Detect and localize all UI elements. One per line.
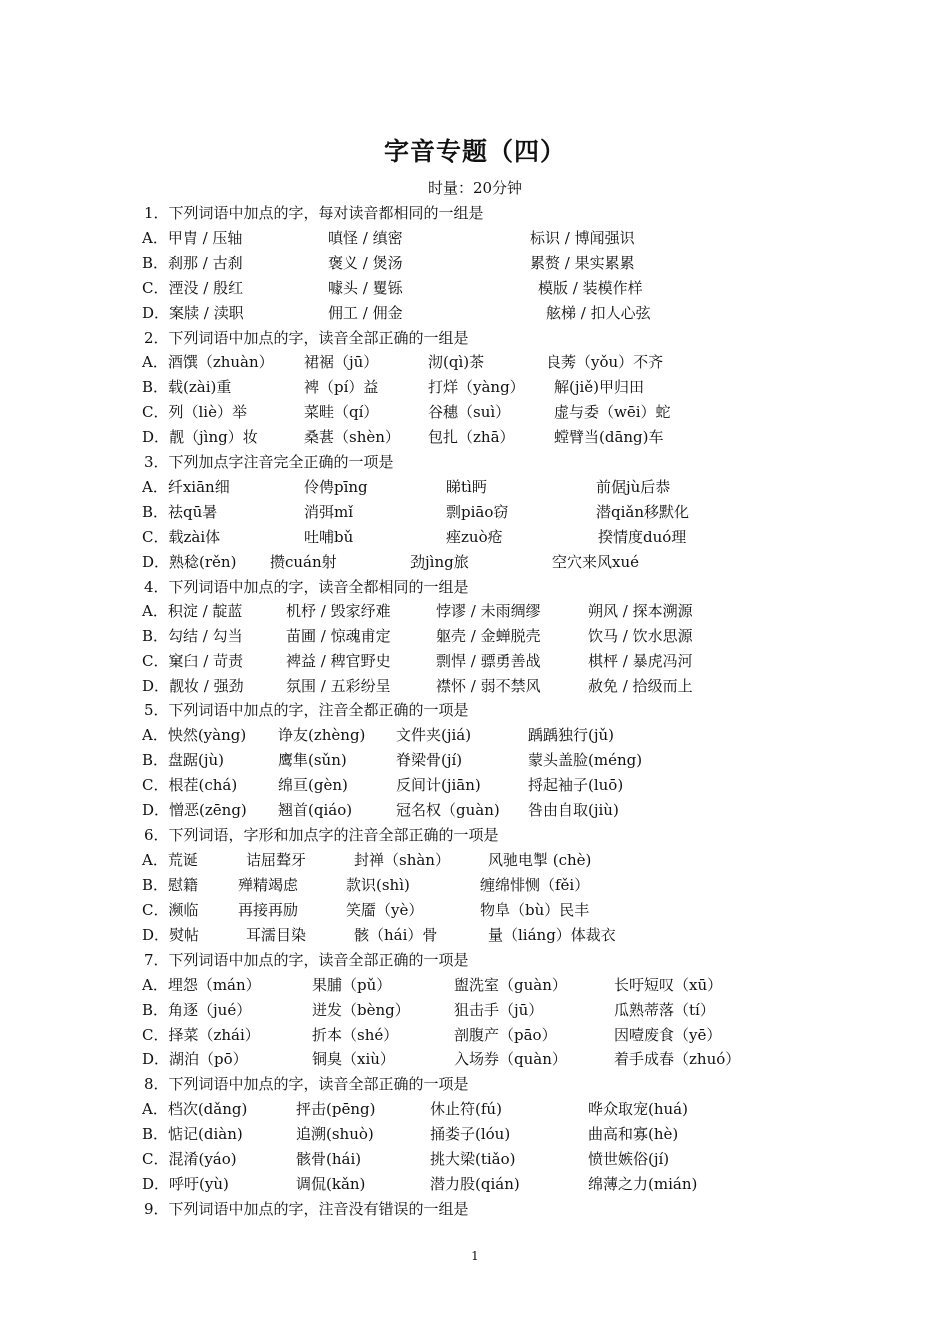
option-term: 桑葚（shèn）	[304, 428, 400, 446]
question-4-stem: 4．下列词语中加点的字，读音全都相同的一组是	[144, 578, 469, 596]
option-term: 舷梯 / 扣人心弦	[546, 304, 651, 322]
question-6-option-b	[142, 875, 862, 895]
question-7-option-c	[142, 1025, 862, 1045]
option-term: 空穴来风xué	[552, 553, 639, 571]
option-term: 包扎（zhā）	[428, 428, 515, 446]
option-term: 剖腹产（pāo）	[454, 1026, 557, 1044]
option-term: 风驰电掣 (chè)	[488, 851, 592, 869]
option-term: 剽悍 / 骠勇善战	[436, 652, 541, 670]
option-term: 标识 / 博闻强识	[530, 229, 635, 247]
question-2-option-d	[142, 427, 862, 447]
question-2-stem: 2．下列词语中加点的字，读音全部正确的一组是	[144, 329, 469, 347]
option-term: 绵亘(gèn)	[278, 776, 348, 794]
option-term: D．靓妆 / 强劲	[142, 677, 244, 695]
option-term: 伶俜pīng	[304, 478, 368, 496]
option-term: 苗圃 / 惊魂甫定	[286, 627, 391, 645]
option-term: 机杼 / 毁家纾难	[286, 602, 391, 620]
option-term: 捋起袖子(luō)	[528, 776, 624, 794]
option-term: A．档次(dǎng)	[142, 1100, 248, 1118]
question-6-option-c	[142, 900, 862, 920]
option-term: 裙裾（jū）	[304, 353, 379, 371]
question-1-option-a	[142, 228, 862, 248]
option-term: 再接再励	[238, 901, 299, 919]
option-term: 盥洗室（guàn）	[454, 976, 567, 994]
option-term: 襟怀 / 弱不禁风	[436, 677, 541, 695]
question-7-option-d	[142, 1049, 862, 1069]
option-term: 嗔怪 / 缜密	[328, 229, 403, 247]
option-term: 笑靥（yè）	[346, 901, 424, 919]
option-term: 翘首(qiáo)	[278, 801, 353, 819]
option-term: 调侃(kǎn)	[296, 1175, 366, 1193]
option-term: 吐哺bǔ	[304, 528, 354, 546]
question-5-option-c	[142, 775, 862, 795]
question-3-stem: 3．下列加点字注音完全正确的一项是	[144, 453, 394, 471]
option-term: 愤世嫉俗(jí)	[588, 1150, 670, 1168]
option-term: 脊梁骨(jí)	[396, 751, 463, 769]
option-term: A．埋怨（mán）	[142, 976, 261, 994]
question-8-option-c	[142, 1149, 862, 1169]
option-term: 氛围 / 五彩纷呈	[286, 677, 391, 695]
option-term: 裨（pí）益	[304, 378, 379, 396]
option-term: 耳濡目染	[246, 926, 307, 944]
question-9-stem: 9．下列词语中加点的字，注音没有错误的一组是	[144, 1200, 469, 1218]
option-term: B．慰籍	[142, 876, 199, 894]
option-term: A．酒馔（zhuàn）	[142, 353, 274, 371]
option-term: D．案牍 / 渎职	[142, 304, 244, 322]
question-8-stem: 8．下列词语中加点的字，读音全部正确的一项是	[144, 1075, 469, 1093]
option-term: 鹰隼(sǔn)	[278, 751, 347, 769]
question-3-option-c	[142, 527, 862, 547]
option-term: 冠名权（guàn)	[396, 801, 500, 819]
option-term: C．列（liè）举	[142, 403, 247, 421]
option-term: 潜力股(qián)	[430, 1175, 520, 1193]
question-6-stem: 6．下列词语，字形和加点字的注音全部正确的一项是	[144, 826, 499, 844]
option-term: 抨击(pēng)	[296, 1100, 376, 1118]
option-term: A．纤xiān细	[142, 478, 230, 496]
option-term: A．怏然(yàng)	[142, 726, 247, 744]
option-term: C．濒临	[142, 901, 199, 919]
question-1-option-b	[142, 253, 862, 273]
option-term: 裨益 / 稗官野史	[286, 652, 391, 670]
option-term: A．甲胄 / 压轴	[142, 229, 243, 247]
option-term: 良莠（yǒu）不齐	[546, 353, 664, 371]
option-term: 诤友(zhèng)	[278, 726, 366, 744]
option-term: C．择菜（zhái）	[142, 1026, 260, 1044]
option-term: 褒义 / 煲汤	[328, 254, 403, 272]
option-term: 打烊（yàng）	[428, 378, 525, 396]
option-term: 菜畦（qí）	[304, 403, 379, 421]
question-5-option-a	[142, 725, 862, 745]
question-7-option-b	[142, 1000, 862, 1020]
option-term: D．靓（jìng）妆	[142, 428, 258, 446]
option-term: 哗众取宠(huá)	[588, 1100, 688, 1118]
page-title: 字音专题（四）	[383, 137, 566, 166]
option-term: 缠绵悱恻（fěi）	[480, 876, 590, 894]
option-term: 朔风 / 探本溯源	[588, 602, 693, 620]
question-6-option-d	[142, 925, 862, 945]
question-7-option-a	[142, 975, 862, 995]
option-term: B．惦记(diàn)	[142, 1125, 243, 1143]
question-4-option-c	[142, 651, 862, 671]
question-8-option-b	[142, 1124, 862, 1144]
question-5-option-d	[142, 800, 862, 820]
question-6-option-a	[142, 850, 862, 870]
option-term: 躯壳 / 金蝉脱壳	[436, 627, 541, 645]
question-7-stem: 7．下列词语中加点的字，读音全部正确的一项是	[144, 951, 469, 969]
question-8-option-a	[142, 1099, 862, 1119]
question-5-option-b	[142, 750, 862, 770]
option-term: 因噎废食（yē）	[614, 1026, 722, 1044]
question-2-option-c	[142, 402, 862, 422]
option-term: D．呼吁(yù)	[142, 1175, 229, 1193]
question-4-option-d	[142, 676, 862, 696]
option-term: C．根茬(chá)	[142, 776, 238, 794]
option-term: D．熨帖	[142, 926, 200, 944]
option-term: 蒙头盖脸(méng)	[528, 751, 643, 769]
option-term: 殚精竭虑	[238, 876, 299, 894]
question-3-option-b	[142, 502, 862, 522]
option-term: A．荒诞	[142, 851, 198, 869]
option-term: 折本（shé）	[312, 1026, 399, 1044]
option-term: C．载zài体	[142, 528, 221, 546]
option-term: 螳臂当(dāng)车	[554, 428, 664, 446]
option-term: 剽piāo窃	[446, 503, 509, 521]
option-term: 模版 / 装模作样	[538, 279, 643, 297]
option-term: 入场券（quàn）	[454, 1050, 567, 1068]
option-term: 绵薄之力(mián)	[588, 1175, 698, 1193]
option-term: A．积淀 / 靛蓝	[142, 602, 243, 620]
option-term: B．祛qū暑	[142, 503, 218, 521]
option-term: 前倨jù后恭	[596, 478, 671, 496]
option-term: 虚与委（wēi）蛇	[554, 403, 671, 421]
question-4-option-a	[142, 601, 862, 621]
question-5-stem: 5．下列词语中加点的字，注音全都正确的一项是	[144, 701, 469, 719]
option-term: 佣工 / 佣金	[328, 304, 403, 322]
option-term: 骸骨(hái)	[296, 1150, 362, 1168]
option-term: C．窠臼 / 苛责	[142, 652, 244, 670]
option-term: B．载(zài)重	[142, 378, 232, 396]
option-term: 狙击手（jū）	[454, 1001, 544, 1019]
time-limit: 时量：20分钟	[427, 179, 523, 197]
option-term: 款识(shì)	[346, 876, 410, 894]
option-term: 量（liáng）体裁衣	[488, 926, 616, 944]
question-8-option-d	[142, 1174, 862, 1194]
option-term: 骸（hái）骨	[354, 926, 438, 944]
option-term: B．勾结 / 勾当	[142, 627, 243, 645]
option-term: 劲jìng旅	[410, 553, 469, 571]
option-term: 封禅（shàn）	[354, 851, 450, 869]
option-term: 睇tì眄	[446, 478, 487, 496]
option-term: 沏(qì)茶	[428, 353, 485, 371]
option-term: 悖谬 / 未雨绸缪	[436, 602, 541, 620]
option-term: C．混淆(yáo)	[142, 1150, 237, 1168]
option-term: 谷穗（suì）	[428, 403, 511, 421]
question-3-option-a	[142, 477, 862, 497]
option-term: D．熟稔(rěn)	[142, 553, 237, 571]
option-term: D．憎恶(zēng)	[142, 801, 247, 819]
option-term: 潜qiǎn移默化	[596, 503, 690, 521]
question-1-stem: 1．下列词语中加点的字，每对读音都相同的一组是	[144, 204, 484, 222]
option-term: 噱头 / 矍铄	[328, 279, 403, 297]
option-term: 追溯(shuò)	[296, 1125, 374, 1143]
question-1-option-c	[142, 278, 862, 298]
option-term: 解(jiě)甲归田	[554, 378, 645, 396]
option-term: 捅娄子(lóu)	[430, 1125, 511, 1143]
option-term: 消弭mǐ	[304, 503, 354, 521]
option-term: 赦免 / 拾级而上	[588, 677, 693, 695]
option-term: 踽踽独行(jǔ)	[528, 726, 615, 744]
option-term: 咎由自取(jiù)	[528, 801, 619, 819]
option-term: B．盘踞(jù)	[142, 751, 225, 769]
question-2-option-a	[142, 352, 862, 372]
option-term: 物阜（bù）民丰	[480, 901, 590, 919]
option-term: 着手成春（zhuó）	[614, 1050, 741, 1068]
option-term: B．刹那 / 古刹	[142, 254, 243, 272]
option-term: 休止符(fú)	[430, 1100, 502, 1118]
option-term: 累赘 / 果实累累	[530, 254, 635, 272]
option-term: 饮马 / 饮水思源	[588, 627, 693, 645]
option-term: 棋枰 / 暴虎冯河	[588, 652, 693, 670]
option-term: 瓜熟蒂落（tí）	[614, 1001, 715, 1019]
option-term: 挑大梁(tiǎo)	[430, 1150, 516, 1168]
option-term: 文件夹(jiá)	[396, 726, 472, 744]
option-term: 诘屈聱牙	[246, 851, 307, 869]
option-term: 曲高和寡(hè)	[588, 1125, 679, 1143]
question-2-option-b	[142, 377, 862, 397]
option-term: 迸发（bèng）	[312, 1001, 410, 1019]
option-term: B．角逐（jué）	[142, 1001, 252, 1019]
option-term: 攒cuán射	[270, 553, 337, 571]
page-number: 1	[471, 1249, 479, 1263]
option-term: 反间计(jiān)	[396, 776, 481, 794]
option-term: D．湖泊（pō）	[142, 1050, 248, 1068]
option-term: 果脯（pǔ）	[312, 976, 392, 994]
question-3-option-d	[142, 552, 862, 572]
option-term: 揆情度duó理	[598, 528, 687, 546]
option-term: 痤zuò疮	[446, 528, 503, 546]
option-term: C．湮没 / 殷红	[142, 279, 244, 297]
question-4-option-b	[142, 626, 862, 646]
option-term: 铜臭（xiù）	[312, 1050, 395, 1068]
question-1-option-d	[142, 303, 862, 323]
option-term: 长吁短叹（xū）	[614, 976, 723, 994]
